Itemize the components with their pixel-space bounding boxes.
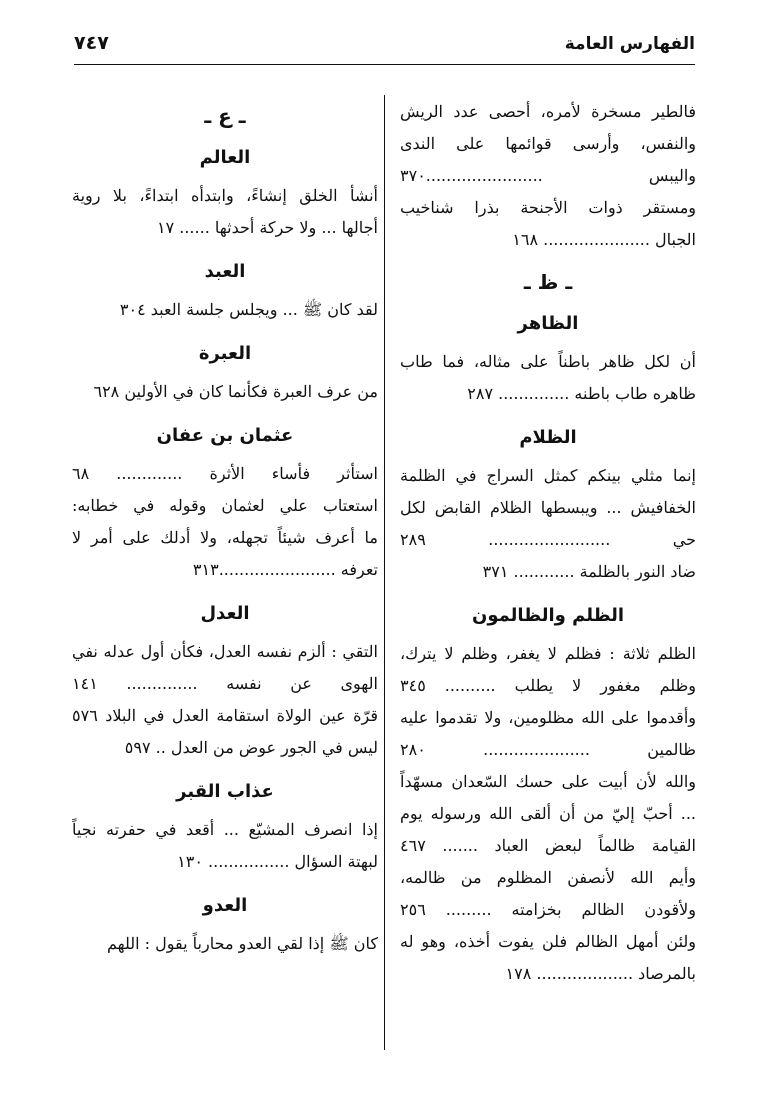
entry-heading: العبرة — [198, 343, 252, 364]
entry-heading: عثمان بن عفان — [156, 425, 294, 446]
entry-block — [72, 636, 378, 764]
entry-line: تعرفه .......................٣١٣ — [192, 560, 378, 579]
entry-block — [72, 814, 378, 878]
entry-line: ضاد النور بالظلمة ............ ٣٧١ — [482, 562, 696, 581]
entry-line: ولئن أمهل الظالم فلن يفوت أخذه، وهو له — [400, 932, 696, 951]
entry-block — [72, 376, 378, 408]
section-letter: ـ ع ـ — [204, 104, 246, 128]
entry-block — [72, 458, 378, 586]
entry-heading: الظلم والظالمون — [471, 605, 625, 626]
entry-line: لبهتة السؤال ................ ١٣٠ — [177, 852, 378, 871]
entry-line: أنشأ الخلق إنشاءً، وابتدأه ابتداءً، بلا روية — [72, 186, 378, 205]
entry-line: فالطير مسخرة لأمره، أحصى عدد الريش — [400, 102, 696, 121]
entry-block — [72, 180, 378, 244]
entry-line: وأيم الله لأنصفن المظلوم من ظالمه، — [400, 868, 696, 887]
entry-line: أجالها ... ولا حركة أحدثها ...... ١٧ — [156, 218, 378, 237]
right-column — [400, 96, 696, 1056]
header-title: الفهارس العامة — [564, 34, 695, 54]
column-divider — [384, 95, 385, 1050]
section-letter: ـ ظ ـ — [523, 270, 573, 294]
entry-heading: الظلام — [519, 427, 577, 448]
entry-line: إنما مثلي بينكم كمثل السراج في الظلمة — [400, 466, 696, 485]
entry-line: الجبال ..................... ١٦٨ — [512, 230, 696, 249]
entry-heading: العدل — [200, 603, 250, 624]
entry-line: ليس في الجور عوض من العدل .. ٥٩٧ — [124, 738, 378, 757]
entry-block — [400, 346, 696, 410]
entry-line: ... أحبّ إليّ من أن ألقى الله ورسوله يوم — [400, 804, 696, 823]
entry-line: إذا انصرف المشيّع ... أقعد في حفرته نجياً — [72, 820, 378, 839]
entry-heading: العدو — [202, 895, 248, 916]
entry-line: استعتاب علي لعثمان وقوله في خطابه: — [72, 496, 378, 515]
entry-line: ولأقودن الظالم بخزامته ......... ٢٥٦ — [400, 900, 696, 919]
entry-line: أن لكل ظاهر باطناً على مثاله، فما طاب — [400, 352, 696, 371]
entry-line: الظلم ثلاثة : فظلم لا يغفر، وظلم لا يترك، — [400, 644, 696, 663]
entry-line: القيامة ظالماً لبعض العباد ....... ٤٦٧ — [400, 836, 696, 855]
entry-line: التقي : ألزم نفسه العدل، فكأن أول عدله نفي — [72, 642, 378, 661]
entry-heading: العالم — [199, 147, 251, 168]
entry-heading: عذاب القبر — [176, 781, 274, 802]
entry-line: قرّة عين الولاة استقامة العدل في البلاد ٥٧٦ — [72, 706, 378, 725]
running-header — [74, 30, 695, 65]
entry-block — [400, 638, 696, 990]
entry-block — [72, 928, 378, 960]
entry-line: ظاهره طاب باطنه .............. ٢٨٧ — [467, 384, 696, 403]
entry-line: وأقدموا على الله مظلومين، ولا تقدموا عليه — [400, 708, 696, 727]
entry-line: بالمرصاد ................... ١٧٨ — [505, 964, 696, 983]
entry-line: واليبس .......................٣٧٠ — [400, 166, 696, 185]
entry-block — [400, 460, 696, 588]
entry-line: ظالمين ..................... ٢٨٠ — [400, 740, 696, 759]
entry-block — [400, 96, 696, 256]
entry-heading: العبد — [204, 261, 246, 282]
entry-line: ومستقر ذوات الأجنحة بذرا شناخيب — [400, 198, 696, 217]
entry-line: الهوى عن نفسه .............. ١٤١ — [72, 674, 378, 693]
entry-block — [72, 294, 378, 326]
entry-line: لقد كان ﷺ ... ويجلس جلسة العبد ٣٠٤ — [119, 300, 378, 319]
entry-line: الخفافيش ... ويبسطها الظلام القابض لكل — [400, 498, 696, 517]
entry-line: استأثر فأساء الأثرة ............. ٦٨ — [72, 464, 378, 483]
entry-line: والله لأن أبيت على حسك السّعدان مسهّداً — [400, 772, 696, 791]
entry-line: والنفس، وأرسى قوائمها على الندى — [400, 134, 696, 153]
page-number: ٧٤٧ — [74, 32, 109, 54]
entry-line: حي ........................ ٢٨٩ — [400, 530, 696, 549]
entry-line: من عرف العبرة فكأنما كان في الأولين ٦٢٨ — [93, 382, 378, 401]
entry-line: ما أعرف شيئاً تجهله، ولا أدلك على أمر لا — [72, 528, 378, 547]
entry-line: كان ﷺ إذا لقي العدو محارباً يقول : اللهم — [106, 934, 378, 953]
entry-heading: الظاهر — [517, 313, 579, 334]
left-column — [72, 96, 378, 1056]
entry-line: وظلم مغفور لا يطلب .......... ٣٤٥ — [400, 676, 696, 695]
